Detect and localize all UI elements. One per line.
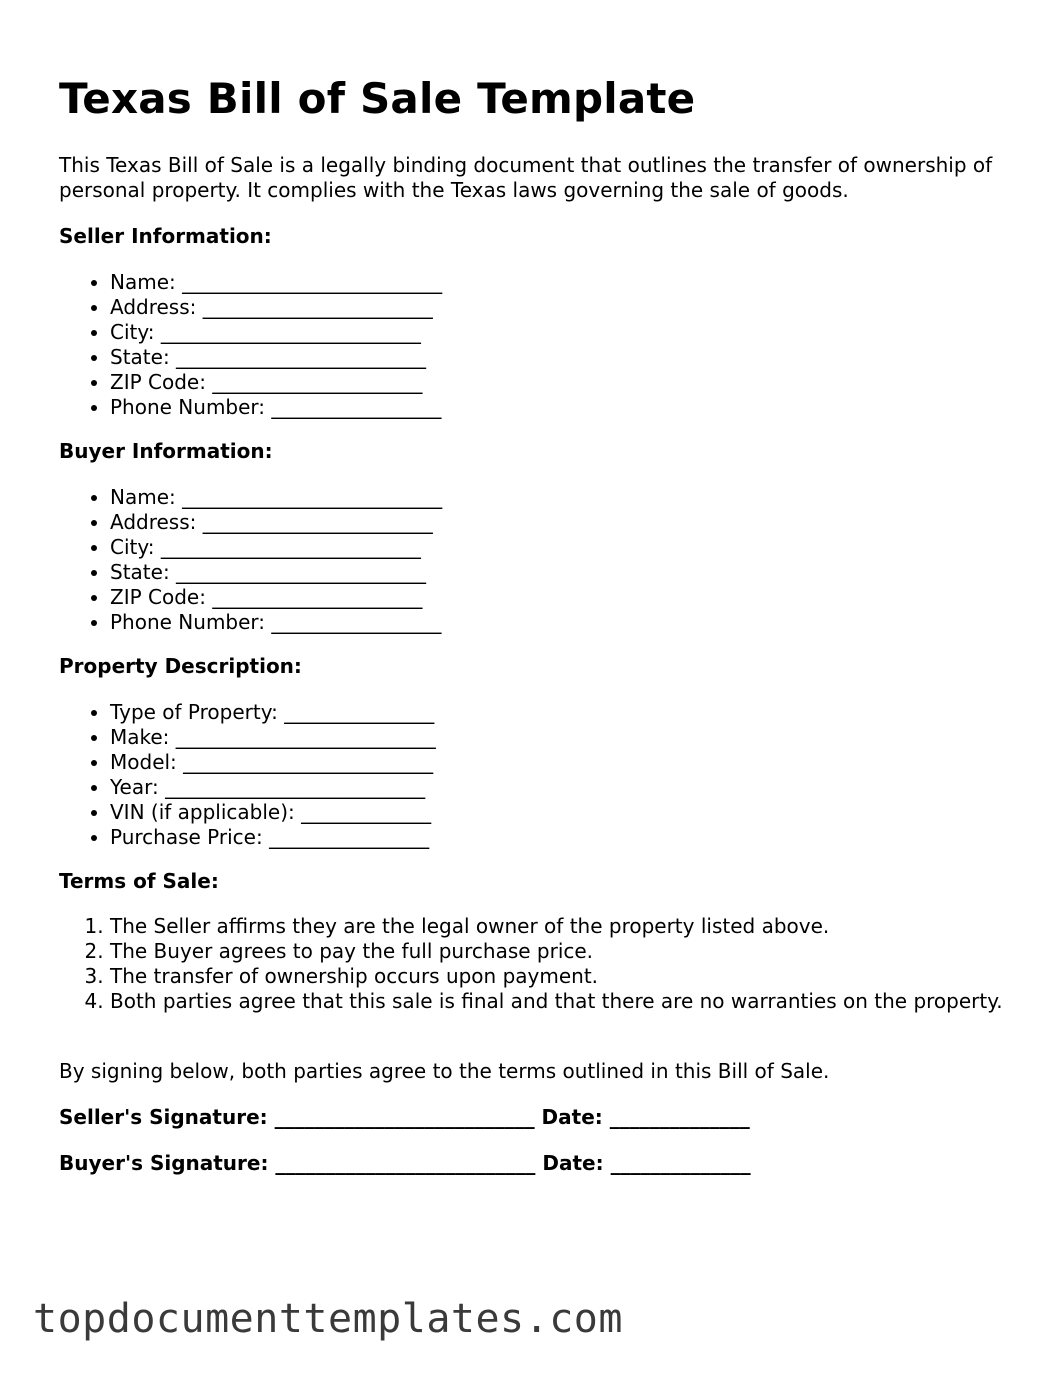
list-item: • Address: _______________________ — [110, 510, 1010, 535]
list-item: • State: _________________________ — [110, 560, 1010, 585]
property-heading: Property Description: — [59, 654, 302, 678]
intro-paragraph: This Texas Bill of Sale is a legally binding document that outlines the transfer of ownership of personal property. It complies with the Texas laws governing the sale of goods. — [59, 153, 993, 202]
list-item: • Name: __________________________ — [110, 270, 1010, 295]
terms-list — [59, 914, 1010, 1014]
list-item: • Name: __________________________ — [110, 485, 1010, 510]
seller-heading: Seller Information: — [59, 224, 272, 248]
buyer-signature-line: Buyer's Signature: __________________________ Date: ______________ — [59, 1151, 751, 1175]
seller-list — [59, 270, 1010, 420]
property-list — [59, 700, 1010, 850]
list-item: • ZIP Code: _____________________ — [110, 370, 1010, 395]
list-item: • Phone Number: _________________ — [110, 395, 1010, 420]
seller-signature-line: Seller's Signature: __________________________ Date: ______________ — [59, 1105, 750, 1129]
list-item: • VIN (if applicable): _____________ — [110, 800, 1010, 825]
list-item: 1. The Seller affirms they are the legal owner of the property listed above. — [110, 914, 1010, 939]
closing-statement: By signing below, both parties agree to the terms outlined in this Bill of Sale. — [59, 1059, 830, 1083]
list-item: • Phone Number: _________________ — [110, 610, 1010, 635]
list-item: • Year: __________________________ — [110, 775, 1010, 800]
list-item: 3. The transfer of ownership occurs upon payment. — [110, 964, 1010, 989]
list-item: • Purchase Price: ________________ — [110, 825, 1010, 850]
list-item: • State: _________________________ — [110, 345, 1010, 370]
list-item: • City: __________________________ — [110, 320, 1010, 345]
watermark: topdocumenttemplates.com — [33, 1296, 623, 1342]
list-item: • Make: __________________________ — [110, 725, 1010, 750]
list-item: • City: __________________________ — [110, 535, 1010, 560]
page-title: Texas Bill of Sale Template — [59, 74, 696, 123]
list-item: 2. The Buyer agrees to pay the full purchase price. — [110, 939, 1010, 964]
buyer-list — [59, 485, 1010, 635]
list-item: • Address: _______________________ — [110, 295, 1010, 320]
buyer-heading: Buyer Information: — [59, 439, 273, 463]
list-item: • Type of Property: _______________ — [110, 700, 1010, 725]
list-item: • Model: _________________________ — [110, 750, 1010, 775]
list-item: • ZIP Code: _____________________ — [110, 585, 1010, 610]
list-item: 4. Both parties agree that this sale is final and that there are no warranties on the property. — [110, 989, 1010, 1014]
terms-heading: Terms of Sale: — [59, 869, 219, 893]
